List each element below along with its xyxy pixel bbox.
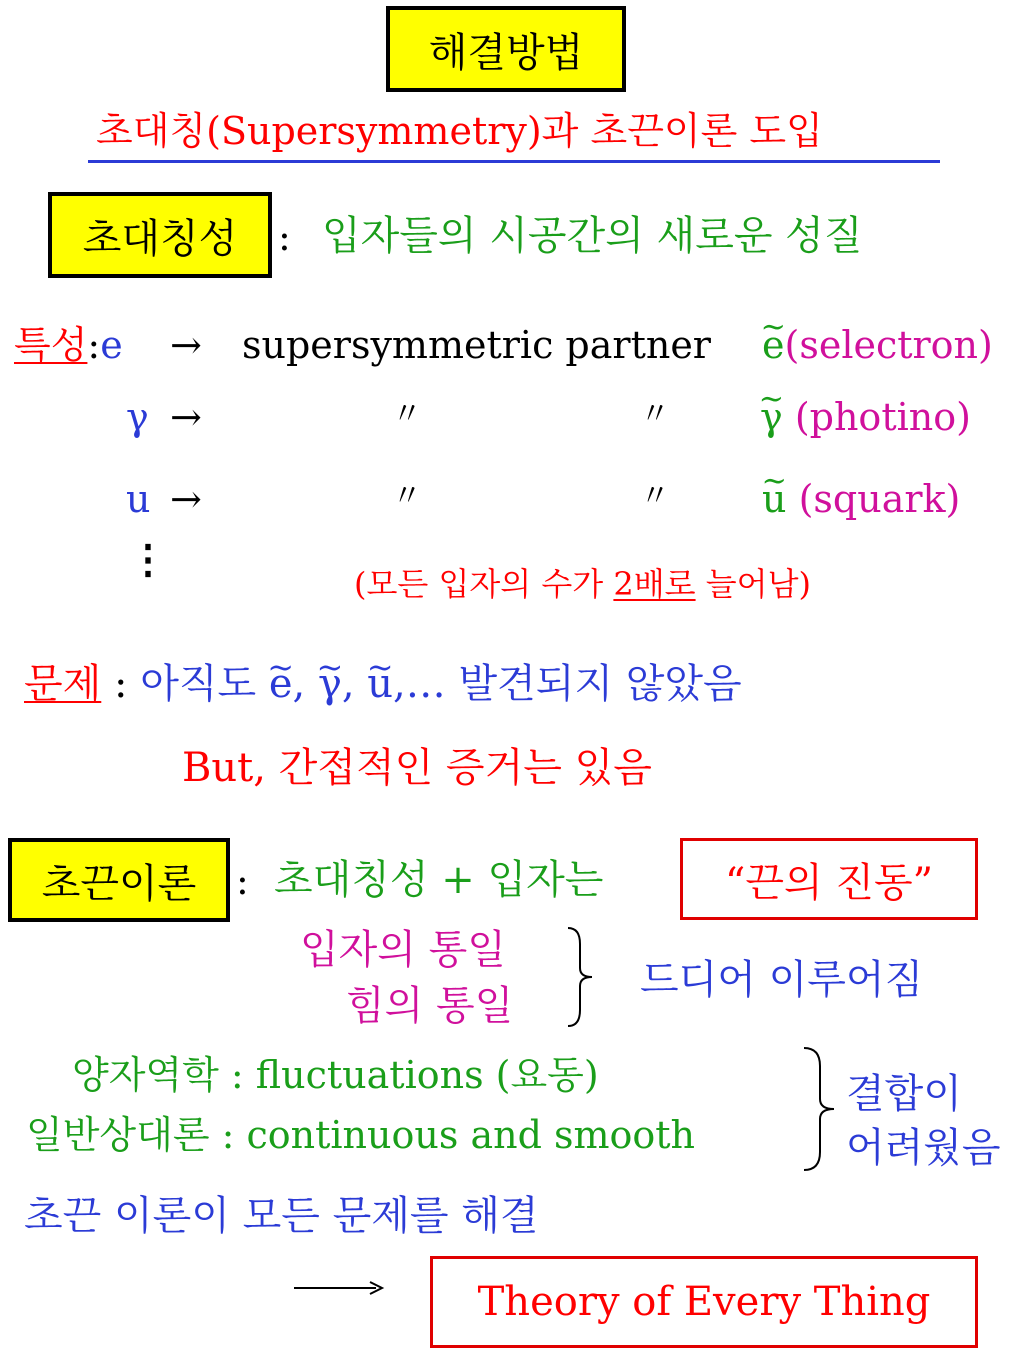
problem-label: 문제	[24, 661, 102, 707]
supersymmetry-label: 초대칭성	[82, 215, 238, 262]
problem-text-a: 아직도	[140, 661, 269, 707]
vertical-ellipsis: ⋮	[128, 536, 168, 583]
problem-photino: ~ γ	[318, 664, 342, 704]
particle-electron: e	[100, 323, 123, 367]
string-theory-label: 초끈이론	[41, 860, 197, 907]
properties-row-1	[14, 323, 123, 367]
arrow-1: →	[170, 323, 202, 367]
particle-unification: 입자의 통일	[300, 927, 506, 973]
hard-to-combine-1: 결합이	[846, 1071, 962, 1117]
supersymmetry-label-box	[48, 192, 272, 278]
ditto-2b: 〃	[640, 397, 670, 432]
properties-label: 특성	[14, 323, 88, 367]
selectron-symbol: ~ e	[762, 326, 785, 364]
supersymmetry-desc: 입자들의 시공간의 새로운 성질	[322, 213, 863, 259]
arrow-3: →	[170, 477, 202, 521]
title-box	[386, 6, 626, 92]
theory-of-every-thing: Theory of Every Thing	[477, 1279, 931, 1325]
supersymmetry-colon: :	[278, 215, 291, 259]
string-vibration: “끈의 진동”	[724, 859, 934, 906]
doubling-note-a: (모든 입자의 수가	[354, 565, 614, 603]
intro-underline	[88, 160, 940, 163]
problem-sep-1: ,	[292, 661, 318, 707]
intro-line	[96, 109, 823, 153]
problem-sep-2: ,	[341, 661, 368, 707]
string-theory-desc: 초대칭성 + 입자는	[274, 857, 604, 903]
supersymmetric-partner-text: supersymmetric partner	[242, 323, 711, 367]
difficulty-brace	[800, 1044, 840, 1174]
squark-entry	[762, 477, 961, 521]
arrow-right-icon	[294, 1278, 386, 1298]
intro-introduce: 도입	[737, 109, 823, 153]
general-relativity-line: 일반상대론 : continuous and smooth	[26, 1113, 696, 1157]
problem-text-b: 발견되지 않았음	[458, 661, 742, 707]
squark-symbol: ~ u	[762, 480, 786, 518]
string-vibration-box	[680, 838, 978, 920]
doubling-note-b: 2배로	[613, 565, 696, 603]
photino-name: (photino)	[794, 395, 971, 439]
string-theory-label-box	[8, 838, 230, 922]
indirect-evidence: But, 간접적인 증거는 있음	[182, 745, 652, 791]
problem-colon: :	[101, 661, 141, 707]
title: 해결방법	[428, 29, 584, 76]
toe-box	[430, 1256, 978, 1348]
problem-line	[24, 661, 742, 707]
ditto-2a: 〃	[392, 397, 422, 432]
doubling-note-c: 늘어남)	[695, 565, 811, 603]
problem-squark: ~ u	[367, 664, 393, 704]
arrow-2: →	[170, 395, 202, 439]
problem-selectron: ~ e	[269, 664, 293, 704]
particle-up-quark: u	[126, 477, 151, 521]
force-unification: 힘의 통일	[346, 983, 514, 1029]
properties-colon: :	[87, 323, 101, 367]
selectron-name: (selectron)	[784, 323, 993, 367]
photino-symbol: ~ γ	[760, 398, 783, 436]
problem-sep-3: ,…	[393, 661, 459, 707]
unification-brace	[564, 924, 600, 1030]
hard-to-combine-2: 어려웠음	[846, 1125, 1001, 1171]
doubling-note	[354, 565, 811, 603]
quantum-mechanics-line: 양자역학 : fluctuations (요동)	[72, 1053, 599, 1097]
finally-achieved: 드디어 이루어짐	[640, 957, 924, 1003]
intro-string-theory: 초끈이론	[590, 109, 738, 153]
ditto-3b: 〃	[640, 479, 670, 514]
solves-all-problems: 초끈 이론이 모든 문제를 해결	[24, 1193, 539, 1239]
intro-english: (Supersymmetry)과	[206, 109, 579, 153]
squark-name: (squark)	[798, 477, 961, 521]
selectron-entry	[762, 323, 993, 367]
particle-photon: γ	[126, 395, 149, 439]
string-theory-colon: :	[236, 859, 249, 903]
photino-entry	[760, 395, 971, 439]
intro-supersymmetry: 초대칭	[96, 109, 207, 153]
ditto-3a: 〃	[392, 479, 422, 514]
